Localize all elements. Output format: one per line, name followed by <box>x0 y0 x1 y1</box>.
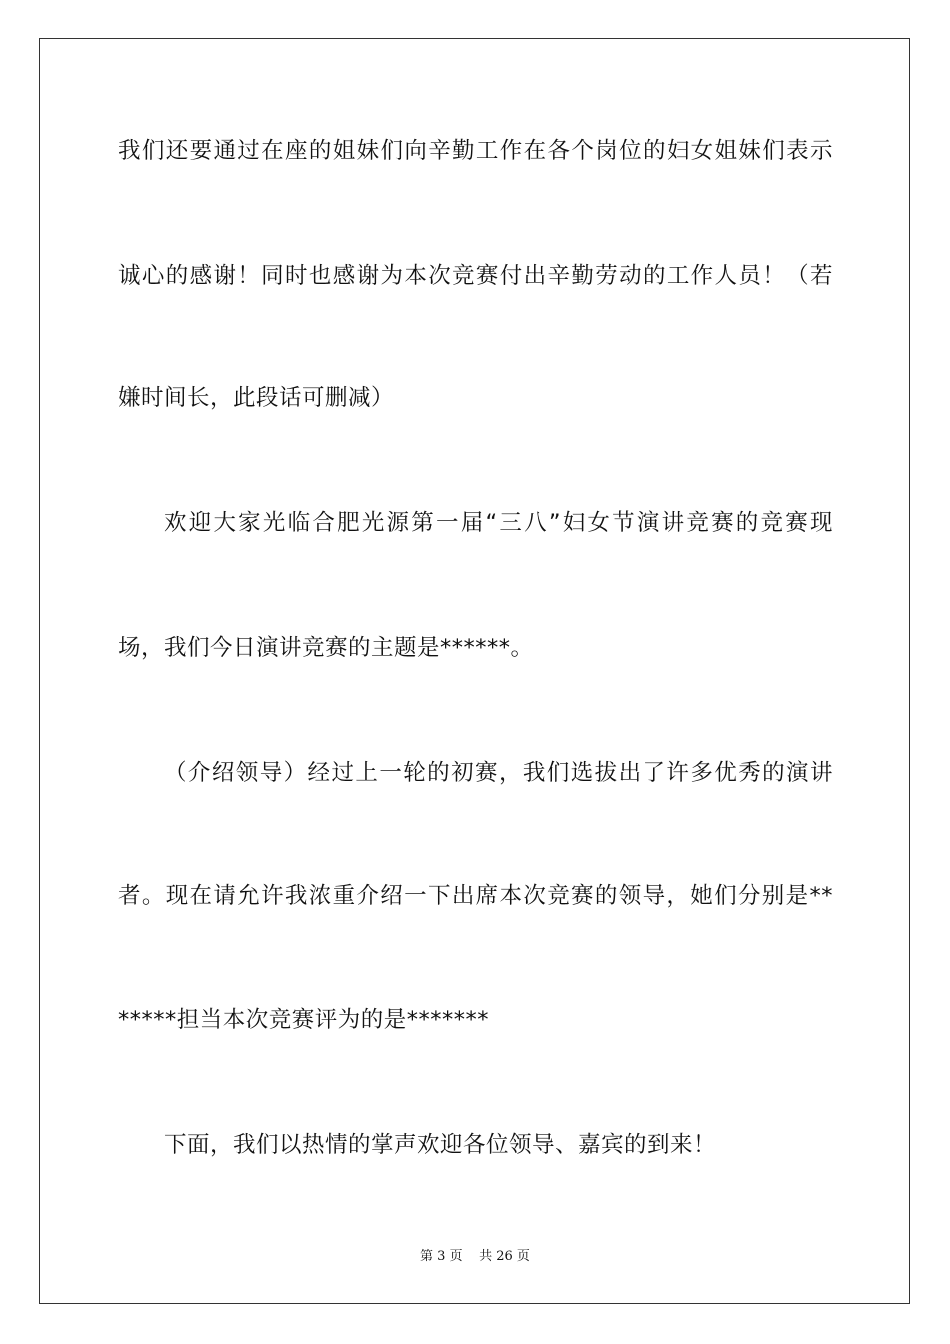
paragraph-line-1: 我们还要通过在座的姐妹们向辛勤工作在各个岗位的妇女姐妹们表示 <box>118 138 833 164</box>
paragraph-line-6: （介绍领导）经过上一轮的初赛，我们选拔出了许多优秀的演讲 <box>164 760 833 786</box>
page-footer <box>0 1248 950 1266</box>
page-number: 第 3 页 <box>420 1249 463 1264</box>
paragraph-line-8: *****担当本次竞赛评为的是******* <box>118 1007 490 1033</box>
paragraph-line-3: 嫌时间长，此段话可删减） <box>118 385 395 411</box>
paragraph-line-5: 场，我们今日演讲竞赛的主题是******。 <box>118 635 534 661</box>
paragraph-line-2: 诚心的感谢！同时也感谢为本次竞赛付出辛勤劳动的工作人员！（若 <box>118 263 833 289</box>
paragraph-line-4: 欢迎大家光临合肥光源第一届“三八”妇女节演讲竞赛的竞赛现 <box>164 510 833 536</box>
paragraph-line-7: 者。现在请允许我浓重介绍一下出席本次竞赛的领导，她们分别是** <box>118 883 833 909</box>
page-border <box>39 38 910 1304</box>
page-total: 共 26 页 <box>479 1249 530 1264</box>
paragraph-line-9: 下面，我们以热情的掌声欢迎各位领导、嘉宾的到来！ <box>164 1132 717 1158</box>
